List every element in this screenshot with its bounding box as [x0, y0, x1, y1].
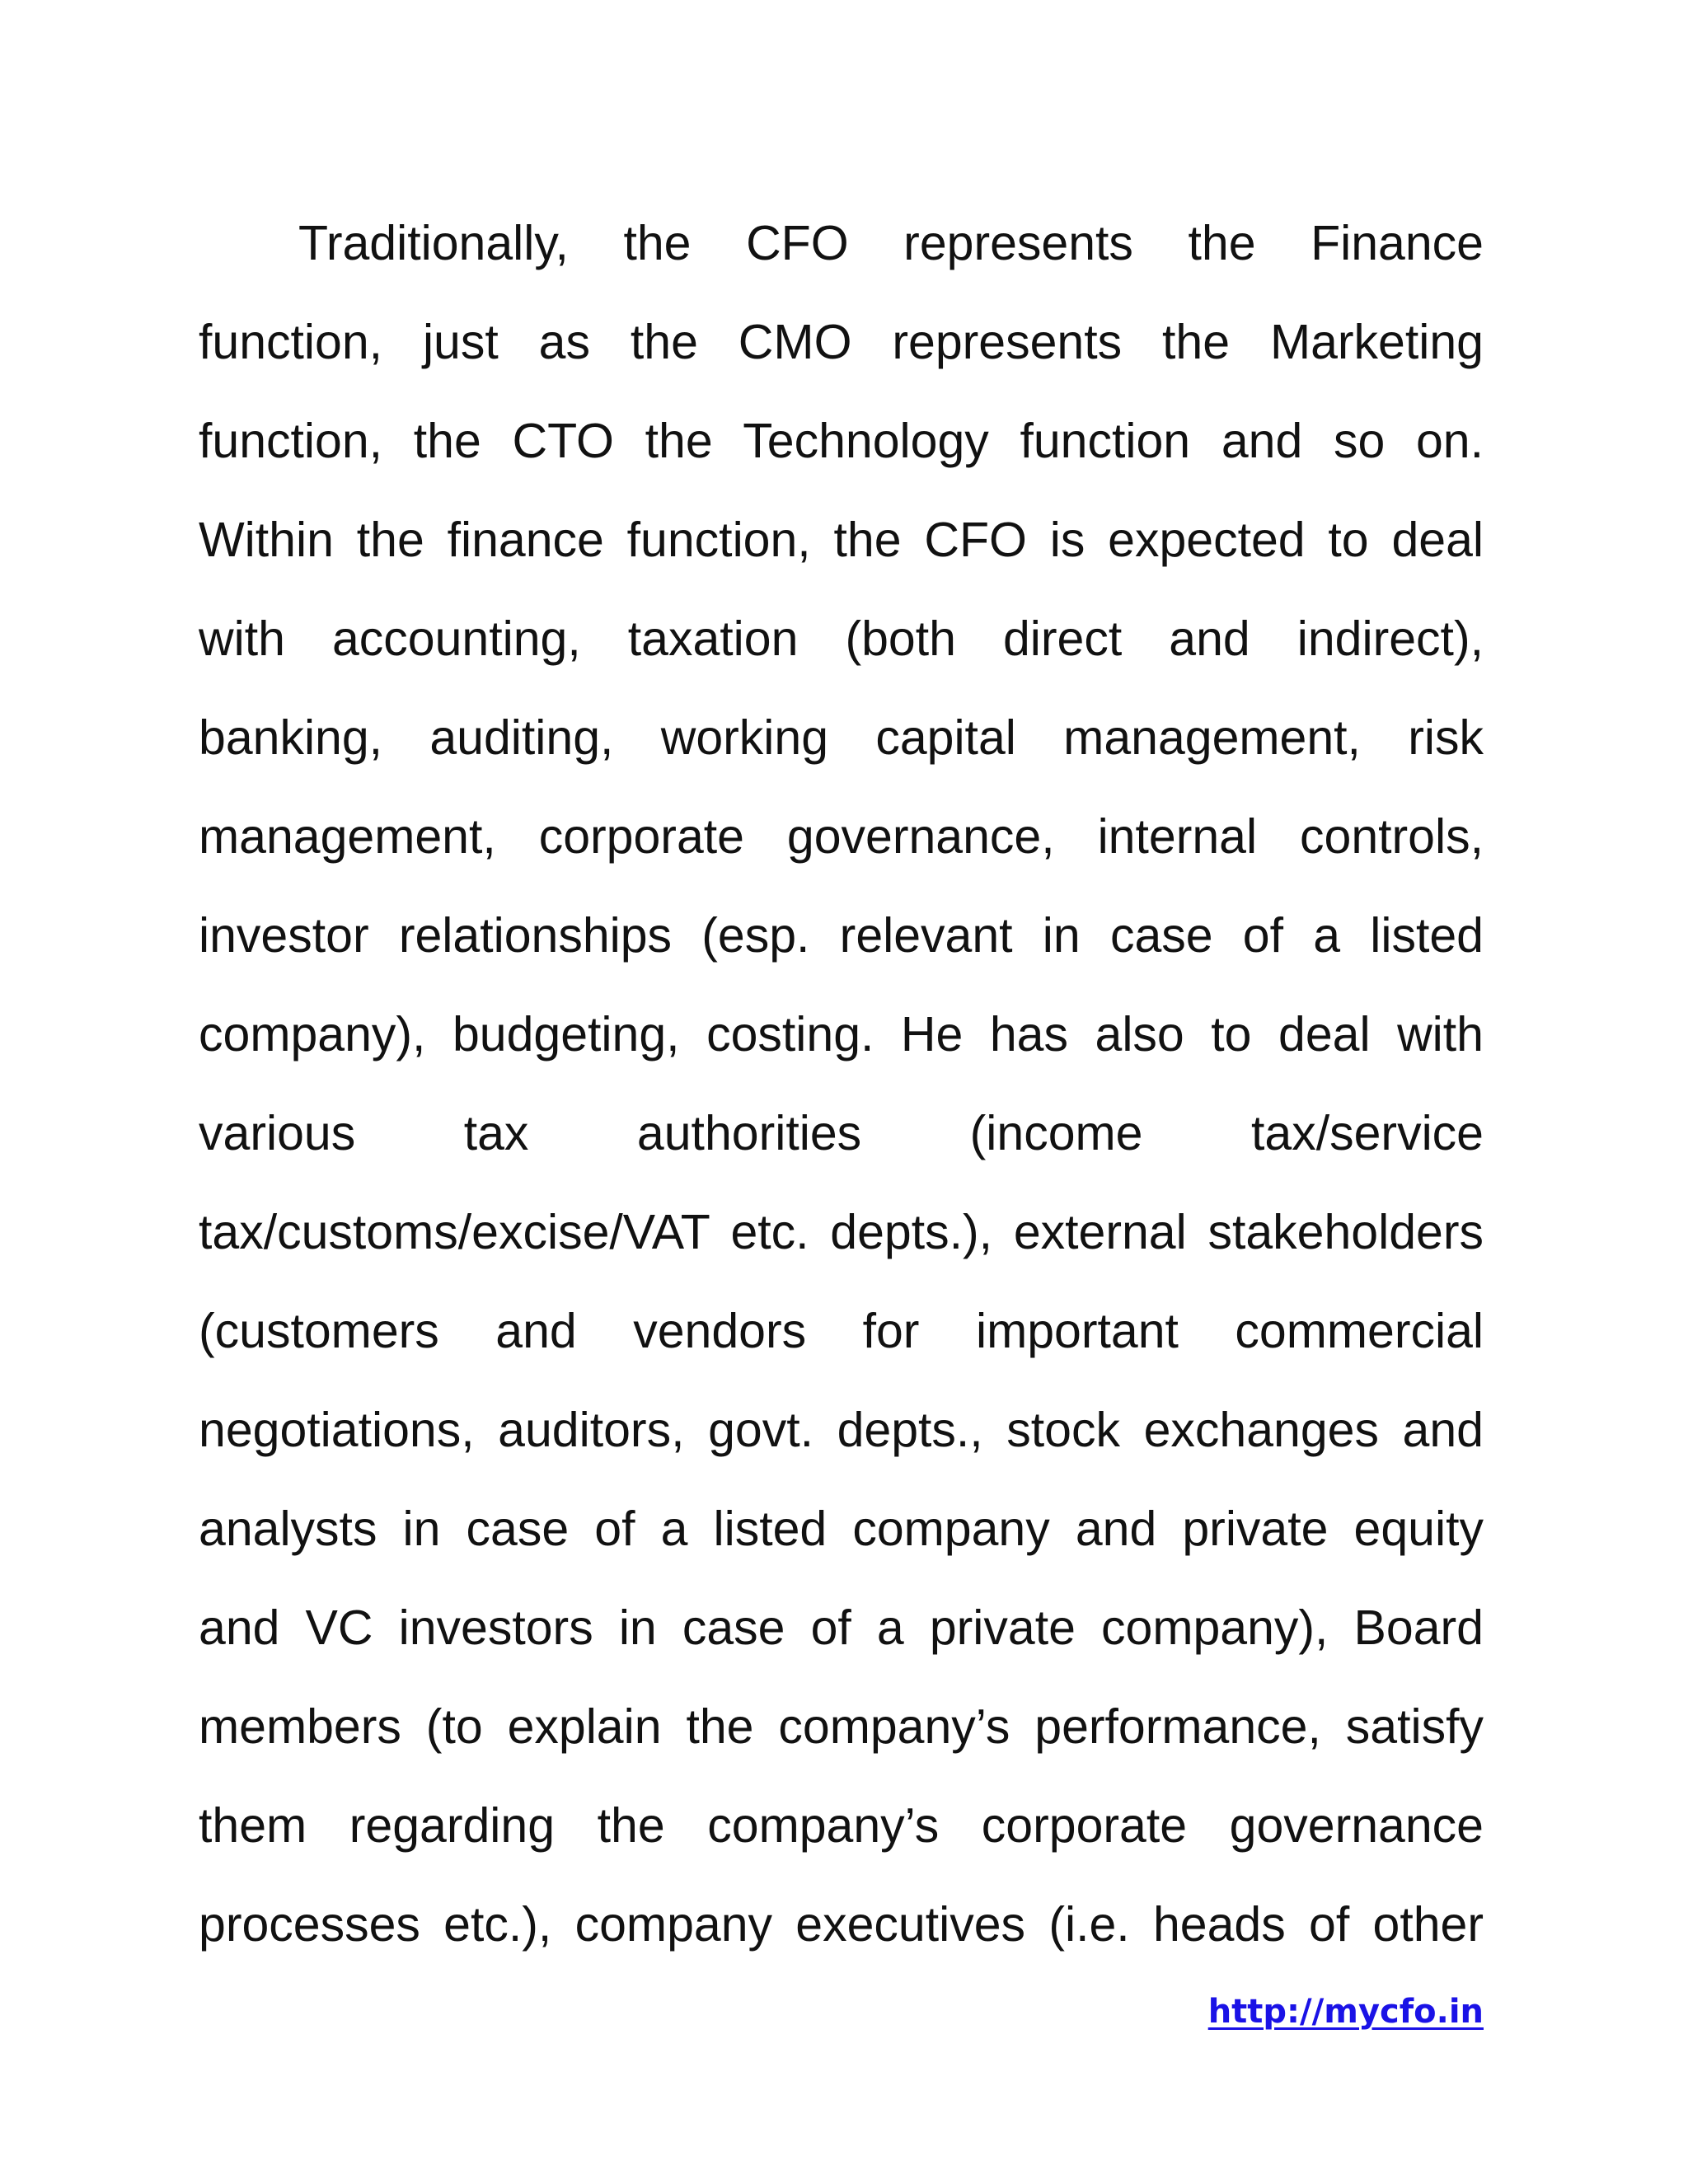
paragraph-line-7: management, corporate governance, internal controls, — [199, 809, 1484, 864]
paragraph-line-14: analysts in case of a listed company and private equity — [199, 1502, 1484, 1556]
paragraph-line-15: and VC investors in case of a private company), Board — [199, 1601, 1484, 1655]
paragraph-line-18: processes etc.), company executives (i.e. heads of other — [199, 1897, 1484, 1952]
paragraph-line-16: members (to explain the company’s performance, satisfy — [199, 1699, 1484, 1754]
footer-website-link[interactable]: http://mycfo.in — [1207, 1993, 1484, 2031]
paragraph-line-1: Traditionally, the CFO represents the Finance — [298, 216, 1484, 270]
paragraph-line-4: Within the finance function, the CFO is expected to deal — [199, 513, 1484, 567]
paragraph-line-6: banking, auditing, working capital management, risk — [199, 710, 1484, 765]
paragraph-line-2: function, just as the CMO represents the Marketing — [199, 315, 1484, 369]
paragraph-line-13: negotiations, auditors, govt. depts., stock exchanges and — [199, 1403, 1484, 1457]
paragraph-line-11: tax/customs/excise/VAT etc. depts.), external stakeholders — [199, 1205, 1484, 1259]
paragraph-line-12: (customers and vendors for important commercial — [199, 1304, 1484, 1358]
paragraph-line-9: company), budgeting, costing. He has also to deal with — [199, 1007, 1484, 1062]
paragraph-line-3: function, the CTO the Technology function and so on. — [199, 414, 1484, 468]
paragraph-line-8: investor relationships (esp. relevant in case of a listed — [199, 908, 1484, 963]
body-paragraph — [199, 202, 1484, 1982]
paragraph-line-10: various tax authorities (income tax/service — [199, 1106, 1484, 1160]
paragraph-line-5: with accounting, taxation (both direct and indirect), — [199, 612, 1484, 666]
paragraph-line-17: them regarding the company’s corporate governance — [199, 1798, 1484, 1853]
